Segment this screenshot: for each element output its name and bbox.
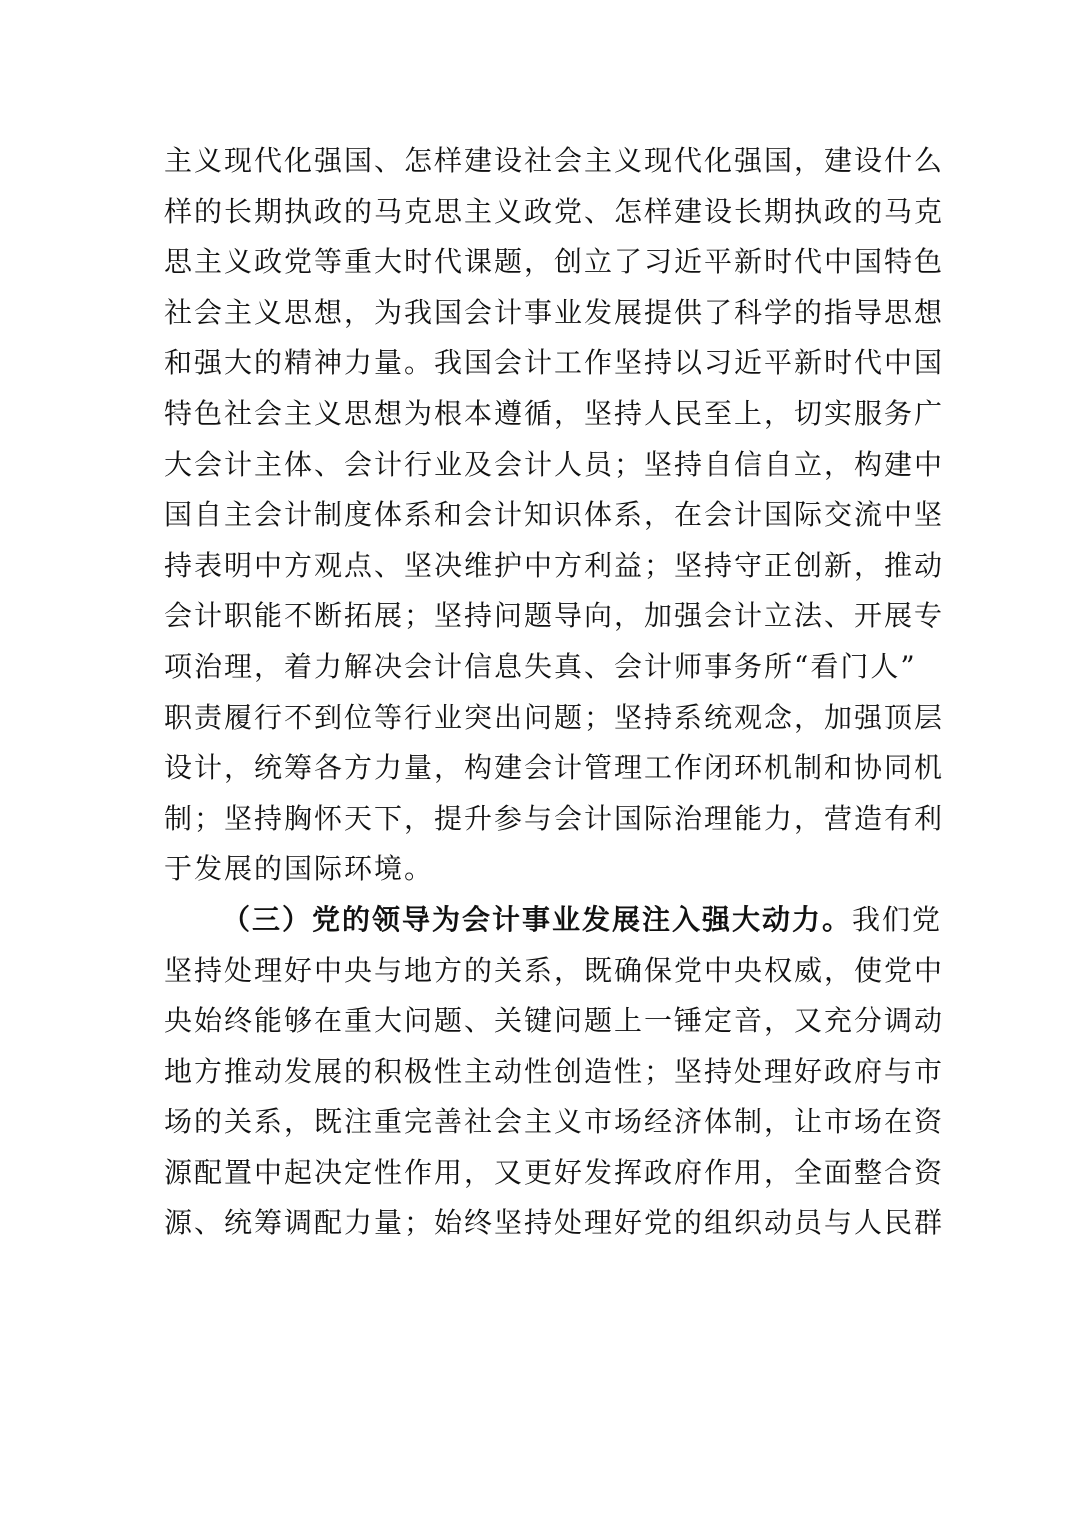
text-line: 场的关系，既注重完善社会主义市场经济体制，让市场在资 [164, 1105, 945, 1139]
text-line: 会计职能不断拓展；坚持问题导向，加强会计立法、开展专 [164, 599, 945, 633]
text-line: 和强大的精神力量。我国会计工作坚持以习近平新时代中国 [164, 346, 945, 380]
text-line: 设计，统筹各方力量，构建会计管理工作闭环机制和协同机 [164, 751, 945, 785]
text-line: 样的长期执政的马克思主义政党、怎样建设长期执政的马克 [164, 194, 945, 228]
paragraph-2 [164, 895, 945, 1249]
body-text [164, 136, 945, 1249]
text-line: 特色社会主义思想为根本遵循，坚持人民至上，切实服务广 [164, 396, 945, 430]
text-line: 于发展的国际环境。 [164, 852, 435, 886]
text-line: 主义现代化强国、怎样建设社会主义现代化强国，建设什么 [164, 144, 945, 177]
text-line: 国自主会计制度体系和会计知识体系，在会计国际交流中坚 [164, 498, 945, 532]
section-heading-line [164, 895, 943, 946]
text-line: 持表明中方观点、坚决维护中方利益；坚持守正创新，推动 [164, 548, 945, 582]
text-line: 思主义政党等重大时代课题，创立了习近平新时代中国特色 [164, 245, 945, 279]
text-line: 源、统筹调配力量；始终坚持处理好党的组织动员与人民群 [164, 1206, 945, 1240]
text-line: 大会计主体、会计行业及会计人员；坚持自信自立，构建中 [164, 447, 945, 481]
text-line: 制；坚持胸怀天下，提升参与会计国际治理能力，营造有利 [164, 801, 945, 835]
text-line: 职责履行不到位等行业突出问题；坚持系统观念，加强顶层 [164, 700, 945, 734]
text-line: 地方推动发展的积极性主动性创造性；坚持处理好政府与市 [164, 1054, 945, 1088]
paragraph-1 [164, 136, 945, 895]
text-line: 央始终能够在重大问题、关键问题上一锤定音，又充分调动 [164, 1004, 945, 1038]
heading-line-rest: 我们党 [852, 902, 943, 936]
text-line: 源配置中起决定性作用，又更好发挥政府作用，全面整合资 [164, 1155, 945, 1189]
text-line: 坚持处理好中央与地方的关系，既确保党中央权威，使党中 [164, 953, 945, 987]
text-line: 社会主义思想，为我国会计事业发展提供了科学的指导思想 [164, 295, 945, 329]
section-heading: （三）党的领导为会计事业发展注入强大动力。 [222, 902, 853, 936]
text-line: 项治理，着力解决会计信息失真、会计师事务所“看门人” [164, 649, 917, 683]
